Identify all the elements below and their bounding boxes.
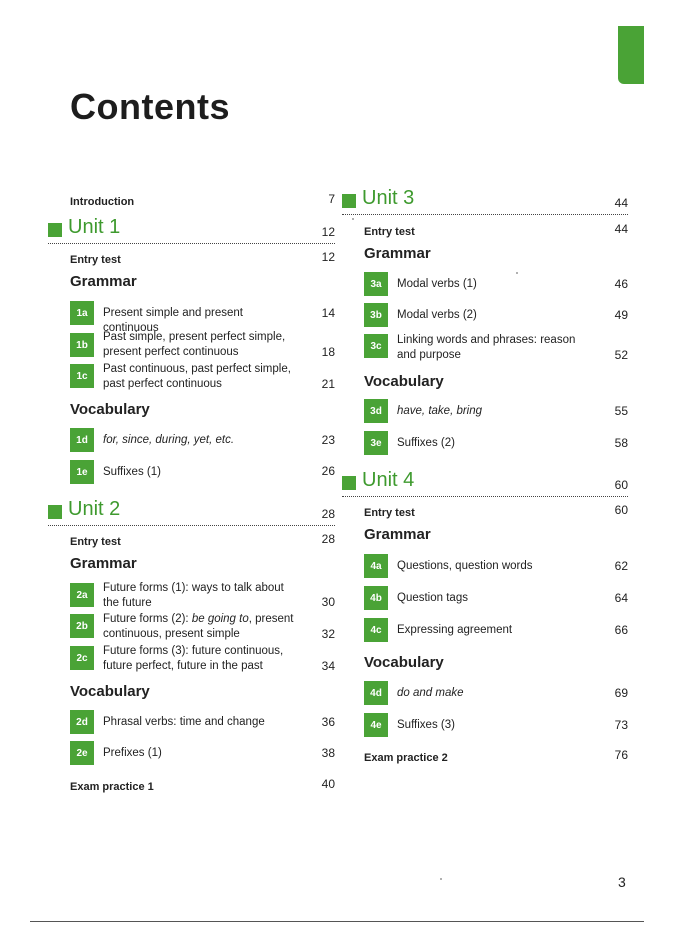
entry-test-page: 60 [614,503,628,517]
unit-3-grammar-heading: Grammar [364,245,431,262]
unit-square-icon [342,476,356,490]
lesson-page: 58 [614,436,628,450]
lesson-badge: 3b [364,303,388,327]
lesson-title: for, since, during, yet, etc. [103,434,235,446]
lesson-2d[interactable] [70,710,335,734]
lesson-page: 38 [321,746,335,760]
entry-test-page: 28 [321,532,335,546]
unit-1-grammar-heading: Grammar [70,273,137,290]
lesson-page: 66 [614,623,628,637]
lesson-1d[interactable] [70,428,335,452]
lesson-3e[interactable] [364,431,628,455]
lesson-title-part: Future forms (2): [103,613,192,625]
lesson-4d[interactable] [364,681,628,705]
lesson-page: 14 [321,306,335,320]
lesson-title: do and make [397,687,464,699]
lesson-title: Phrasal verbs: time and change [103,716,265,728]
unit-3-entry-test[interactable] [364,222,628,240]
exam-practice-page: 76 [614,748,628,762]
lesson-title: Present simple and present continuous [103,307,243,334]
exam-practice-1[interactable] [70,777,335,795]
lesson-page: 26 [321,464,335,478]
lesson-page: 73 [614,718,628,732]
lesson-badge: 2a [70,583,94,607]
scan-speck [352,218,354,220]
lesson-title-italic: be going to [191,613,249,625]
unit-4-label: Unit 4 [362,469,415,491]
unit-2-label: Unit 2 [68,498,121,520]
unit-4-grammar-heading: Grammar [364,526,431,543]
lesson-1b[interactable] [70,333,335,363]
lesson-2a[interactable] [70,583,335,613]
lesson-2c[interactable] [70,646,335,676]
lesson-3a[interactable] [364,272,628,296]
unit-3-heading[interactable] [342,187,628,215]
lesson-badge: 3d [364,399,388,423]
lesson-badge: 4a [364,554,388,578]
unit-2-heading[interactable] [48,498,335,526]
page-number: 3 [618,874,626,890]
unit-1-heading[interactable] [48,216,335,244]
page-title: Contents [70,86,230,127]
unit-square-icon [48,505,62,519]
lesson-badge: 1d [70,428,94,452]
unit-3-label: Unit 3 [362,187,415,209]
exam-practice-2[interactable] [364,748,628,766]
lesson-badge: 4e [364,713,388,737]
lesson-page: 69 [614,686,628,700]
unit-3-page: 44 [614,196,628,210]
lesson-1a[interactable] [70,301,335,334]
exam-practice-label: Exam practice 2 [364,752,448,764]
unit-square-icon [48,223,62,237]
lesson-badge: 1a [70,301,94,325]
introduction-row[interactable] [70,192,335,210]
entry-test-page: 44 [614,222,628,236]
lesson-title: Suffixes (3) [397,719,455,731]
lesson-title: Question tags [397,592,468,604]
lesson-3d[interactable] [364,399,628,423]
chapter-tab [618,26,644,84]
lesson-badge: 2c [70,646,94,670]
lesson-badge: 2b [70,614,94,638]
entry-test-label: Entry test [364,226,415,238]
lesson-badge: 4b [364,586,388,610]
lesson-title: Suffixes (2) [397,437,455,449]
entry-test-page: 12 [321,250,335,264]
lesson-badge: 4c [364,618,388,642]
lesson-4c[interactable] [364,618,628,642]
unit-2-grammar-heading: Grammar [70,555,137,572]
lesson-page: 36 [321,715,335,729]
unit-2-page: 28 [321,507,335,521]
lesson-badge: 1b [70,333,94,357]
lesson-badge: 3a [364,272,388,296]
unit-2-entry-test[interactable] [70,532,335,550]
lesson-1e[interactable] [70,460,335,484]
lesson-title: Past simple, present perfect simple, present perfect continuous [103,331,286,358]
unit-1-label: Unit 1 [68,216,121,238]
lesson-4e[interactable] [364,713,628,737]
unit-4-vocabulary-heading: Vocabulary [364,654,444,671]
lesson-page: 52 [614,348,628,362]
lesson-page: 18 [321,345,335,359]
lesson-page: 32 [321,627,335,641]
unit-2-vocabulary-heading: Vocabulary [70,683,150,700]
lesson-page: 34 [321,659,335,673]
lesson-title: Expressing agreement [397,624,513,636]
introduction-page: 7 [328,192,335,206]
lesson-title: Past continuous, past perfect simple, past perfect continuous [103,363,291,390]
lesson-2e[interactable] [70,741,335,765]
lesson-title: Linking words and phrases: reason and purpose [397,334,576,361]
lesson-page: 49 [614,308,628,322]
lesson-title: Modal verbs (1) [397,278,477,290]
lesson-page: 30 [321,595,335,609]
lesson-page: 62 [614,559,628,573]
lesson-page: 55 [614,404,628,418]
lesson-badge: 2e [70,741,94,765]
entry-test-label: Entry test [364,507,415,519]
unit-1-entry-test[interactable] [70,250,335,268]
lesson-title: Suffixes (1) [103,466,161,478]
lesson-badge: 3c [364,334,388,358]
scan-speck [516,272,518,274]
exam-practice-page: 40 [321,777,335,791]
lesson-2b[interactable] [70,614,335,644]
lesson-badge: 4d [364,681,388,705]
unit-1-vocabulary-heading: Vocabulary [70,401,150,418]
unit-square-icon [342,194,356,208]
lesson-title [103,612,301,642]
lesson-page: 21 [321,377,335,391]
page-bottom-edge [30,921,644,922]
unit-1-page: 12 [321,225,335,239]
lesson-title-part: , present continuous, present simple [103,613,294,640]
lesson-badge: 2d [70,710,94,734]
lesson-3b[interactable] [364,303,628,327]
lesson-badge: 1e [70,460,94,484]
unit-4-page: 60 [614,478,628,492]
unit-4-entry-test[interactable] [364,503,628,521]
lesson-title: Modal verbs (2) [397,309,477,321]
lesson-title: Prefixes (1) [103,747,162,759]
entry-test-label: Entry test [70,254,121,266]
lesson-badge: 1c [70,364,94,388]
unit-4-heading[interactable] [342,469,628,497]
lesson-1c[interactable] [70,364,335,394]
lesson-page: 46 [614,277,628,291]
lesson-title: Future forms (1): ways to talk about the future [103,582,284,609]
scan-speck [440,878,442,880]
exam-practice-label: Exam practice 1 [70,781,154,793]
entry-test-label: Entry test [70,536,121,548]
lesson-badge: 3e [364,431,388,455]
lesson-title: Questions, question words [397,560,533,572]
unit-3-vocabulary-heading: Vocabulary [364,373,444,390]
lesson-title: Future forms (3): future continuous, future perfect, future in the past [103,645,284,672]
lesson-4b[interactable] [364,586,628,610]
lesson-title: have, take, bring [397,405,483,417]
lesson-page: 64 [614,591,628,605]
lesson-4a[interactable] [364,554,628,578]
lesson-3c[interactable] [364,334,628,364]
lesson-page: 23 [321,433,335,447]
introduction-label: Introduction [70,196,135,208]
